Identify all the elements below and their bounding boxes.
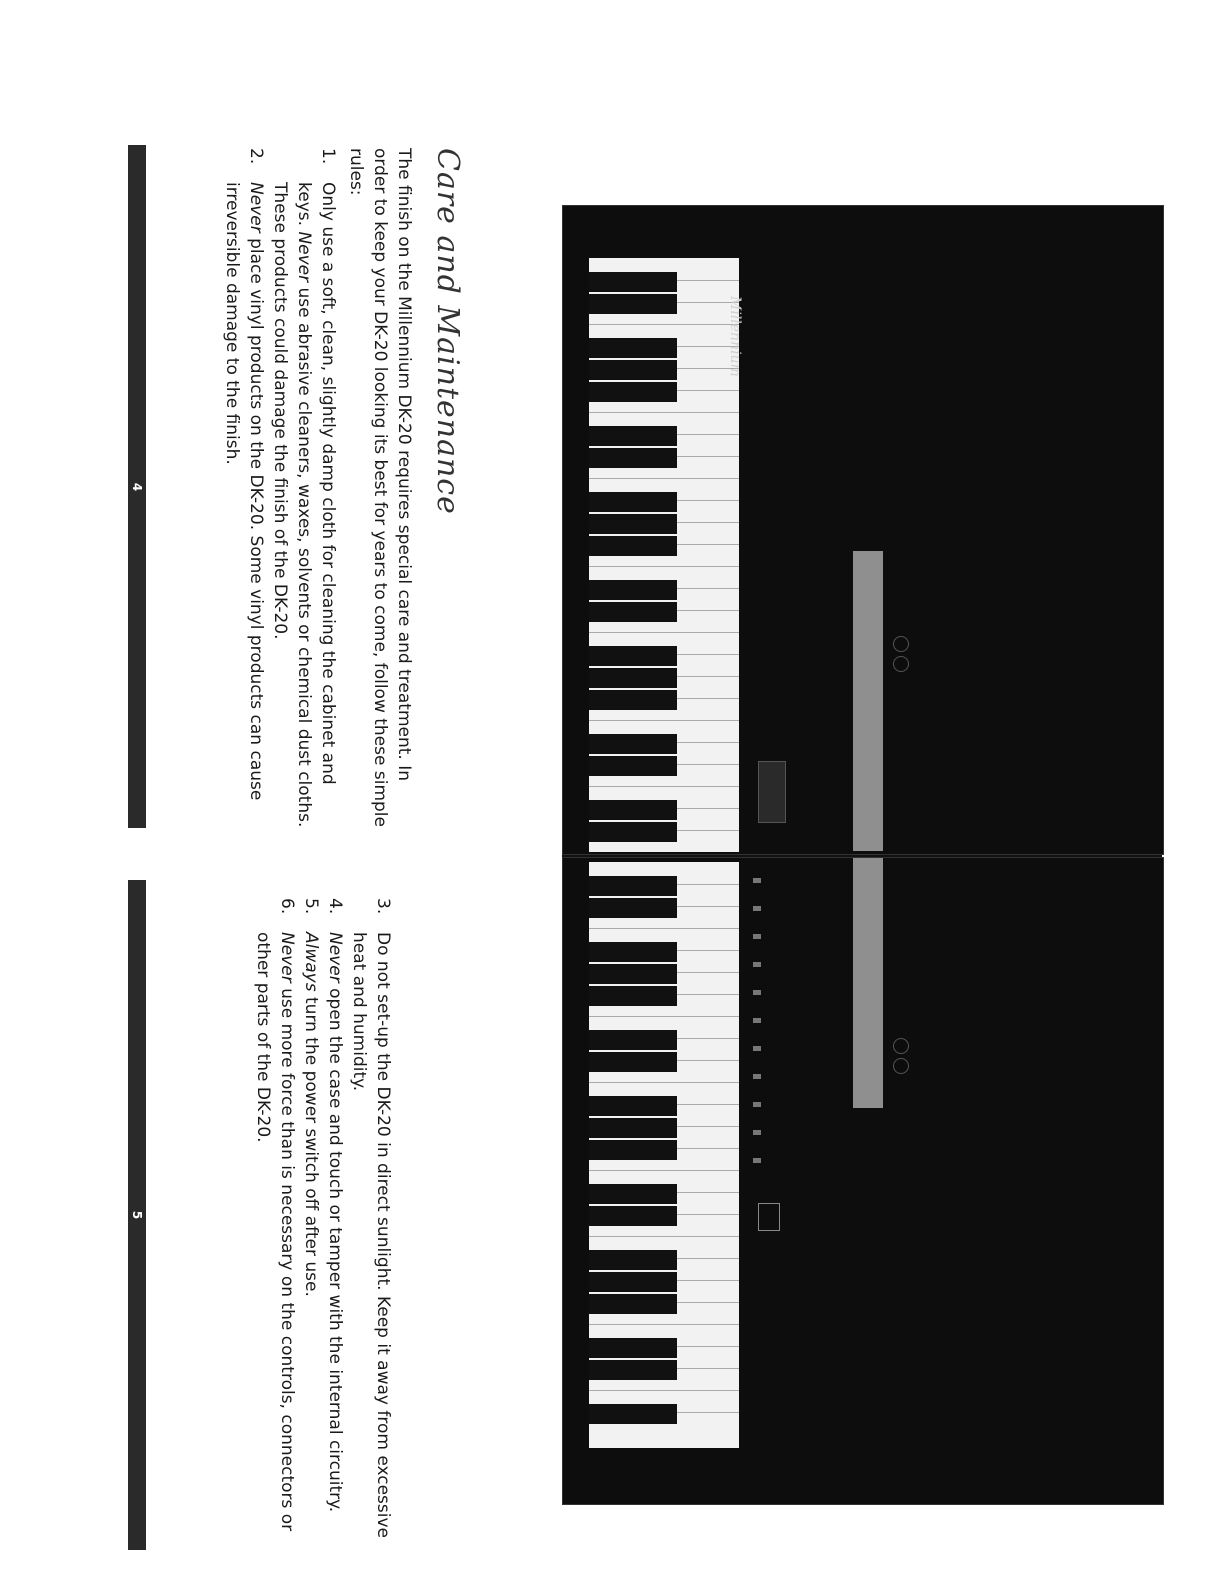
page-number-right: 5 [130, 1210, 144, 1220]
piano-keys-top [589, 258, 739, 852]
black-key [589, 1140, 677, 1160]
power-switch [758, 1203, 780, 1231]
black-key [589, 536, 677, 556]
list-number: 3. [373, 898, 393, 915]
list-item: 1. Only use a soft, clean, slightly damp cloth for cleaning the cabinet and keys. Never use abrasive cleaners, waxes, solvents or chemical dust cloths. These products could damage the finish of the DK-20. [270, 148, 338, 828]
right-text-column [251, 898, 395, 1558]
white-key-edge [589, 412, 739, 413]
list-item: 2. Never place vinyl products on the DK-20. Some vinyl products can cause irreversible damage to the finish. [222, 148, 266, 801]
page-number-bar-left [128, 145, 146, 828]
knob-icon [893, 1058, 909, 1074]
white-key-edge [589, 1082, 739, 1083]
knob-icon [893, 636, 909, 652]
black-key [589, 734, 677, 754]
black-key [589, 382, 677, 402]
list-number: 1. [318, 148, 338, 165]
black-key [589, 1360, 677, 1380]
black-key [589, 1052, 677, 1072]
white-key-edge [589, 786, 739, 787]
white-key-edge [589, 1324, 739, 1325]
control-panel-strip [853, 858, 883, 1108]
list-number: 6. [277, 898, 297, 915]
list-number: 5. [301, 898, 321, 915]
black-key [589, 1272, 677, 1292]
black-key [589, 602, 677, 622]
list-item: 4. Never open the case and touch or tamper with the internal circuitry. [325, 898, 345, 1513]
white-key-edge [589, 720, 739, 721]
brand-badge [758, 761, 786, 823]
knob-icon [893, 1038, 909, 1054]
page-number-left: 4 [130, 482, 144, 491]
white-key-edge [589, 324, 739, 325]
white-key-edge [589, 1236, 739, 1237]
rules-list-left [220, 148, 340, 828]
black-key [589, 580, 677, 600]
left-text-column [220, 148, 465, 828]
black-key [589, 646, 677, 666]
black-key [589, 668, 677, 688]
black-key [589, 426, 677, 446]
control-panel-strip [853, 551, 883, 851]
knob-icon [893, 656, 909, 672]
white-key-edge [589, 632, 739, 633]
black-key [589, 986, 677, 1006]
button-row [753, 878, 761, 1178]
black-key [589, 492, 677, 512]
list-item: 6. Never use more force than is necessary on the controls, connectors or other parts of the DK-20. [253, 898, 297, 1532]
black-key [589, 1338, 677, 1358]
black-key [589, 690, 677, 710]
black-key [589, 898, 677, 918]
keyboard-top-half [562, 205, 1164, 855]
white-key-edge [589, 566, 739, 567]
white-key-edge [589, 478, 739, 479]
black-key [589, 1096, 677, 1116]
white-key-edge [589, 1390, 739, 1391]
black-key [589, 1404, 677, 1424]
list-item: 5. Always turn the power switch off after use. [301, 898, 321, 1297]
model-script-logo: Millennium [727, 296, 743, 377]
black-key [589, 800, 677, 820]
black-key [589, 942, 677, 962]
list-item: 3. Do not set-up the DK-20 in direct sunlight. Keep it away from excessive heat and humidity. [349, 898, 393, 1539]
white-key-edge [589, 1016, 739, 1017]
piano-keys-bottom [589, 862, 739, 1448]
black-key [589, 756, 677, 776]
black-key [589, 1250, 677, 1270]
black-key [589, 448, 677, 468]
keyboard-photo [562, 205, 1162, 1505]
black-key [589, 514, 677, 534]
white-key-edge [589, 928, 739, 929]
black-key [589, 1184, 677, 1204]
black-key [589, 1206, 677, 1226]
black-key [589, 338, 677, 358]
black-key [589, 822, 677, 842]
keyboard-bottom-half [562, 857, 1164, 1505]
black-key [589, 294, 677, 314]
section-heading: Care and Maintenance [430, 148, 465, 515]
list-number: 2. [246, 148, 266, 165]
black-key [589, 964, 677, 984]
intro-paragraph: The finish on the Millennium DK-20 requires special care and treatment. In order to keep your DK-20 looking its best for years to come, follow these simple rules: [346, 148, 414, 827]
black-key [589, 876, 677, 896]
list-number: 4. [325, 898, 345, 915]
black-key [589, 360, 677, 380]
black-key [589, 1030, 677, 1050]
rules-list-right [251, 898, 395, 1558]
page-number-bar-right [128, 880, 146, 1550]
white-key-edge [589, 1170, 739, 1171]
black-key [589, 272, 677, 292]
black-key [589, 1294, 677, 1314]
black-key [589, 1118, 677, 1138]
